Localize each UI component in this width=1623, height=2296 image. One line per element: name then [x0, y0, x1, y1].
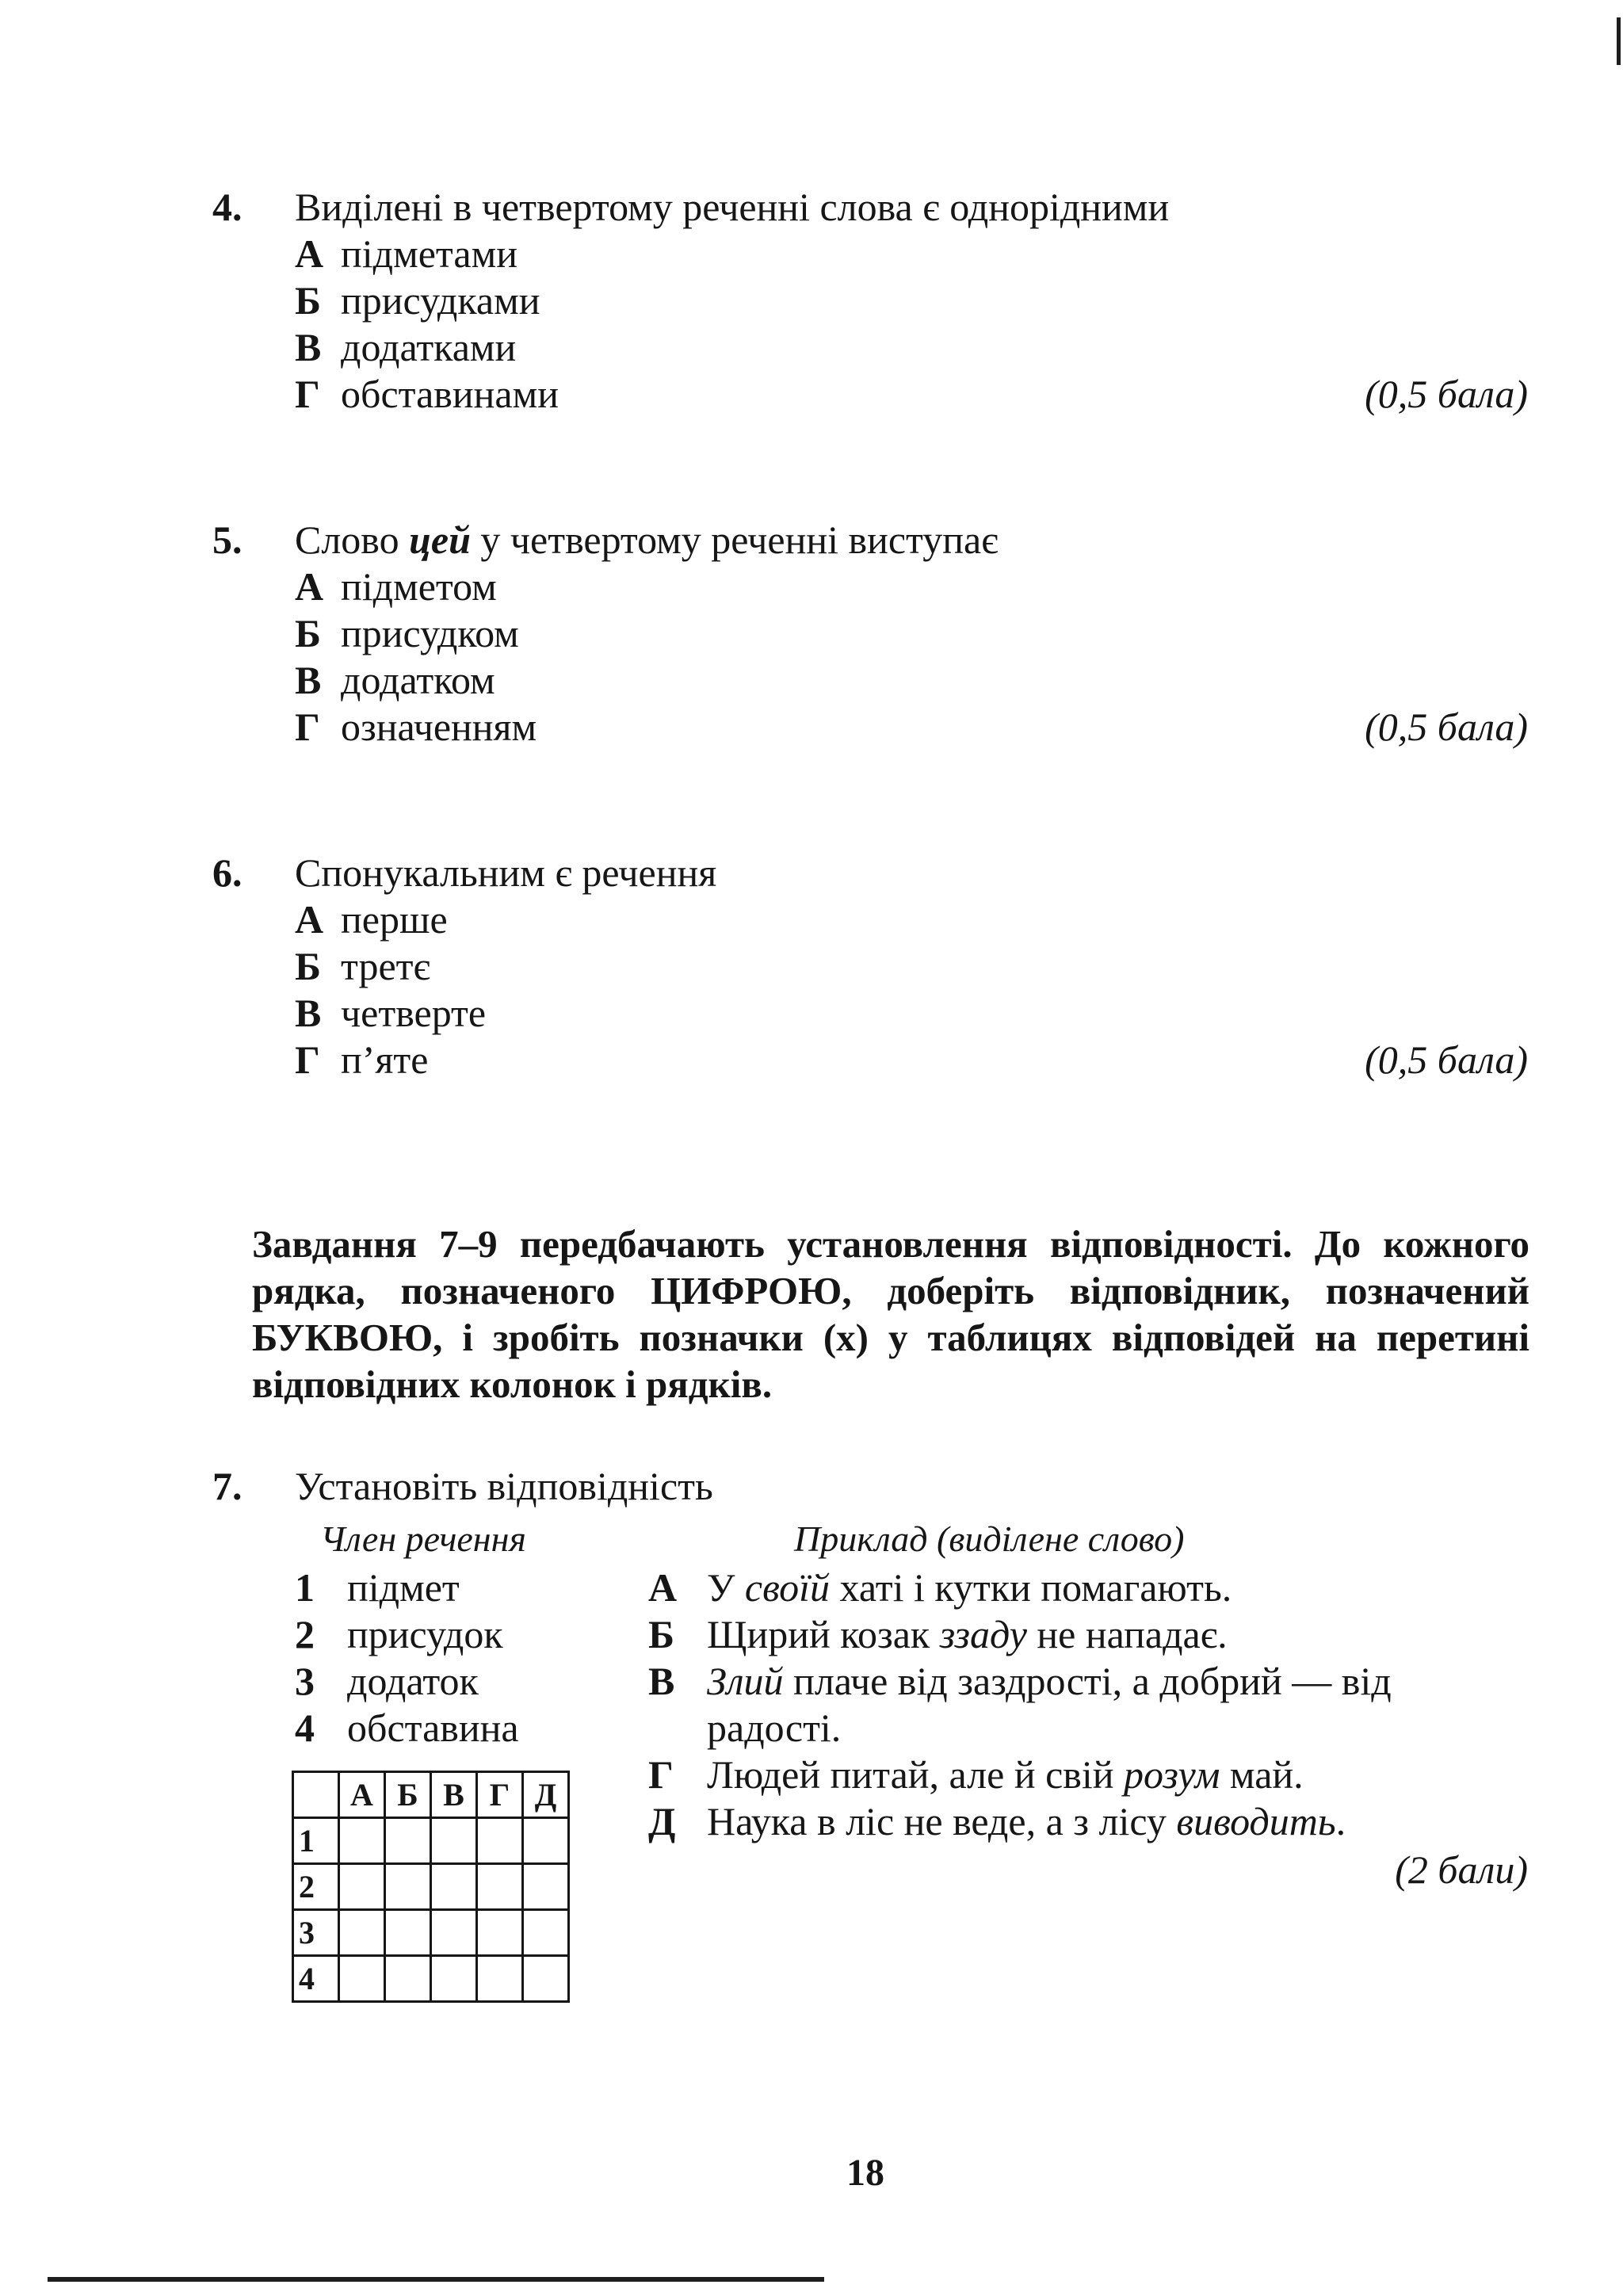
option-text: обставинами — [341, 372, 559, 416]
item-text-after: не нападає. — [1026, 1612, 1228, 1656]
item-text: додаток — [347, 1659, 479, 1703]
option-b — [295, 277, 1528, 324]
answer-cell[interactable] — [477, 1956, 523, 2002]
item-text: присудок — [347, 1612, 503, 1656]
option-a — [295, 231, 1528, 277]
option-letter: А — [295, 564, 324, 609]
option-letter: Г — [295, 705, 320, 749]
item-text-before: Щирий козак — [707, 1612, 940, 1656]
question-text: Установіть відповідність — [295, 1464, 713, 1508]
answer-cell[interactable] — [477, 1864, 523, 1910]
row-header: 3 — [293, 1910, 339, 1956]
question-number: 5. — [212, 518, 242, 562]
option-letter: Г — [295, 372, 320, 416]
list-item — [648, 1752, 1528, 1798]
list-item — [295, 1611, 519, 1658]
list-item — [295, 1658, 519, 1705]
answer-cell[interactable] — [523, 1956, 569, 2002]
question-number: 7. — [212, 1464, 242, 1508]
option-letter: Б — [295, 611, 322, 655]
item-number: 1 — [295, 1565, 315, 1610]
score-label: (0,5 бала) — [1365, 372, 1528, 416]
option-b — [295, 943, 1528, 990]
highlighted-word: Злий — [707, 1659, 784, 1703]
option-h — [295, 704, 1528, 751]
answer-cell[interactable] — [339, 1818, 385, 1864]
item-text: обставина — [347, 1706, 519, 1750]
option-text: перше — [341, 897, 448, 942]
option-h — [295, 1037, 1528, 1083]
option-text: підметом — [341, 564, 497, 609]
score-label: (0,5 бала) — [1365, 1037, 1528, 1082]
option-text: присудком — [341, 611, 519, 655]
list-item — [295, 1705, 519, 1752]
option-letter: Б — [295, 278, 322, 323]
option-letter: В — [295, 658, 322, 702]
list-item — [648, 1798, 1528, 1845]
answer-options — [212, 563, 1528, 751]
score-label: (0,5 бала) — [1365, 705, 1528, 749]
answer-cell[interactable] — [523, 1910, 569, 1956]
option-letter: Г — [295, 1037, 320, 1082]
answer-grid-header-row — [293, 1772, 569, 1818]
question-4-header — [212, 184, 1528, 231]
answer-grid-corner — [293, 1772, 339, 1818]
item-letter: Б — [648, 1612, 675, 1656]
right-column-header: Приклад (виділене слово) — [794, 1519, 1185, 1559]
column-header: В — [431, 1772, 477, 1818]
item-text-before: Наука в ліс не веде, а з лісу — [707, 1799, 1177, 1843]
answer-grid-row — [293, 1956, 569, 2002]
score-label: (2 бали) — [1395, 1847, 1528, 1892]
option-h — [295, 371, 1528, 418]
option-v — [295, 990, 1528, 1037]
answer-grid-row — [293, 1864, 569, 1910]
list-item — [648, 1611, 1528, 1658]
option-letter: В — [295, 325, 322, 369]
answer-cell[interactable] — [431, 1864, 477, 1910]
answer-cell[interactable] — [431, 1818, 477, 1864]
question-7-header — [212, 1463, 1528, 1510]
highlighted-word: ззаду — [939, 1612, 1027, 1656]
scan-edge-mark — [1617, 17, 1621, 65]
column-header: Г — [477, 1772, 523, 1818]
bottom-divider — [48, 2277, 824, 2282]
list-item — [295, 1564, 519, 1611]
answer-cell[interactable] — [385, 1910, 431, 1956]
answer-cell[interactable] — [339, 1910, 385, 1956]
question-7 — [212, 1463, 1528, 1510]
option-text: присудками — [341, 278, 540, 323]
option-letter: Б — [295, 944, 322, 988]
question-6-header — [212, 850, 1528, 896]
question-text-before: Слово — [295, 518, 410, 562]
question-5-header — [212, 517, 1528, 563]
option-a — [295, 896, 1528, 943]
answer-cell[interactable] — [431, 1910, 477, 1956]
question-text-after: у четвертому реченні виступає — [470, 518, 999, 562]
highlighted-word: виводить — [1176, 1799, 1336, 1843]
column-header: Б — [385, 1772, 431, 1818]
item-text-after: хаті і кутки помагають. — [830, 1565, 1232, 1610]
question-4 — [212, 184, 1528, 418]
column-header: Д — [523, 1772, 569, 1818]
column-header: А — [339, 1772, 385, 1818]
item-number: 2 — [295, 1612, 315, 1656]
option-text: додатками — [341, 325, 517, 369]
row-header: 4 — [293, 1956, 339, 2002]
list-item — [648, 1658, 1528, 1752]
question-6 — [212, 850, 1528, 1083]
option-text: означенням — [341, 705, 537, 749]
option-text: додатком — [341, 658, 495, 702]
instruction-paragraph: Завдання 7–9 передбачають установлення відповідності. До кожного рядка, позначеного ЦИФРОЮ, доберіть відповідник, позначений БУКВОЮ, і зробіть позначки (х) у таблицях відповідей на перетині відповідних колонок і рядків. — [252, 1222, 1529, 1406]
answer-options — [212, 896, 1528, 1083]
option-v — [295, 657, 1528, 704]
item-number: 3 — [295, 1659, 315, 1703]
option-b — [295, 610, 1528, 657]
option-letter: А — [295, 231, 324, 276]
highlighted-word: своїй — [744, 1565, 831, 1610]
answer-grid-row — [293, 1818, 569, 1864]
answer-cell[interactable] — [523, 1818, 569, 1864]
option-letter: А — [295, 897, 324, 942]
answer-cell[interactable] — [339, 1956, 385, 2002]
option-text: третє — [341, 944, 430, 988]
matching-right-list — [648, 1564, 1528, 1845]
highlighted-word: розум — [1124, 1752, 1220, 1797]
question-number: 6. — [212, 850, 242, 895]
option-letter: В — [295, 991, 322, 1035]
option-text: четверте — [341, 991, 487, 1035]
question-5 — [212, 517, 1528, 751]
item-text-after: . — [1335, 1799, 1346, 1843]
row-header: 1 — [293, 1818, 339, 1864]
item-number: 4 — [295, 1706, 315, 1750]
question-number: 4. — [212, 185, 242, 229]
answer-cell[interactable] — [477, 1818, 523, 1864]
answer-cell[interactable] — [385, 1818, 431, 1864]
item-letter: В — [648, 1659, 675, 1703]
page-number: 18 — [846, 2152, 884, 2194]
row-header: 2 — [293, 1864, 339, 1910]
left-column-header: Член речення — [320, 1519, 526, 1559]
item-text-after: плаче від заздрості, а добрий — від радості. — [707, 1659, 1392, 1750]
item-letter: А — [648, 1565, 678, 1610]
option-v — [295, 324, 1528, 371]
answer-cell[interactable] — [431, 1956, 477, 2002]
answer-cell[interactable] — [385, 1956, 431, 2002]
item-text: підмет — [347, 1565, 460, 1610]
item-letter: Д — [648, 1799, 676, 1843]
highlighted-word: цей — [409, 518, 471, 562]
answer-options — [212, 231, 1528, 418]
item-letter: Г — [648, 1752, 674, 1797]
list-item — [648, 1564, 1528, 1611]
answer-cell[interactable] — [339, 1864, 385, 1910]
option-text: підметами — [341, 231, 517, 276]
answer-grid-row — [293, 1910, 569, 1956]
option-text: п’яте — [341, 1037, 429, 1082]
item-text-after: май. — [1220, 1752, 1304, 1797]
option-a — [295, 563, 1528, 610]
answer-cell[interactable] — [385, 1864, 431, 1910]
matching-left-list — [295, 1564, 519, 1752]
item-text-before: У — [707, 1565, 745, 1610]
answer-grid — [292, 1771, 570, 2003]
item-text-before: Людей питай, але й свій — [707, 1752, 1125, 1797]
question-text: Виділені в четвертому реченні слова є однорідними — [295, 185, 1170, 229]
answer-cell[interactable] — [523, 1864, 569, 1910]
answer-cell[interactable] — [477, 1910, 523, 1956]
question-text: Спонукальним є речення — [295, 850, 717, 895]
